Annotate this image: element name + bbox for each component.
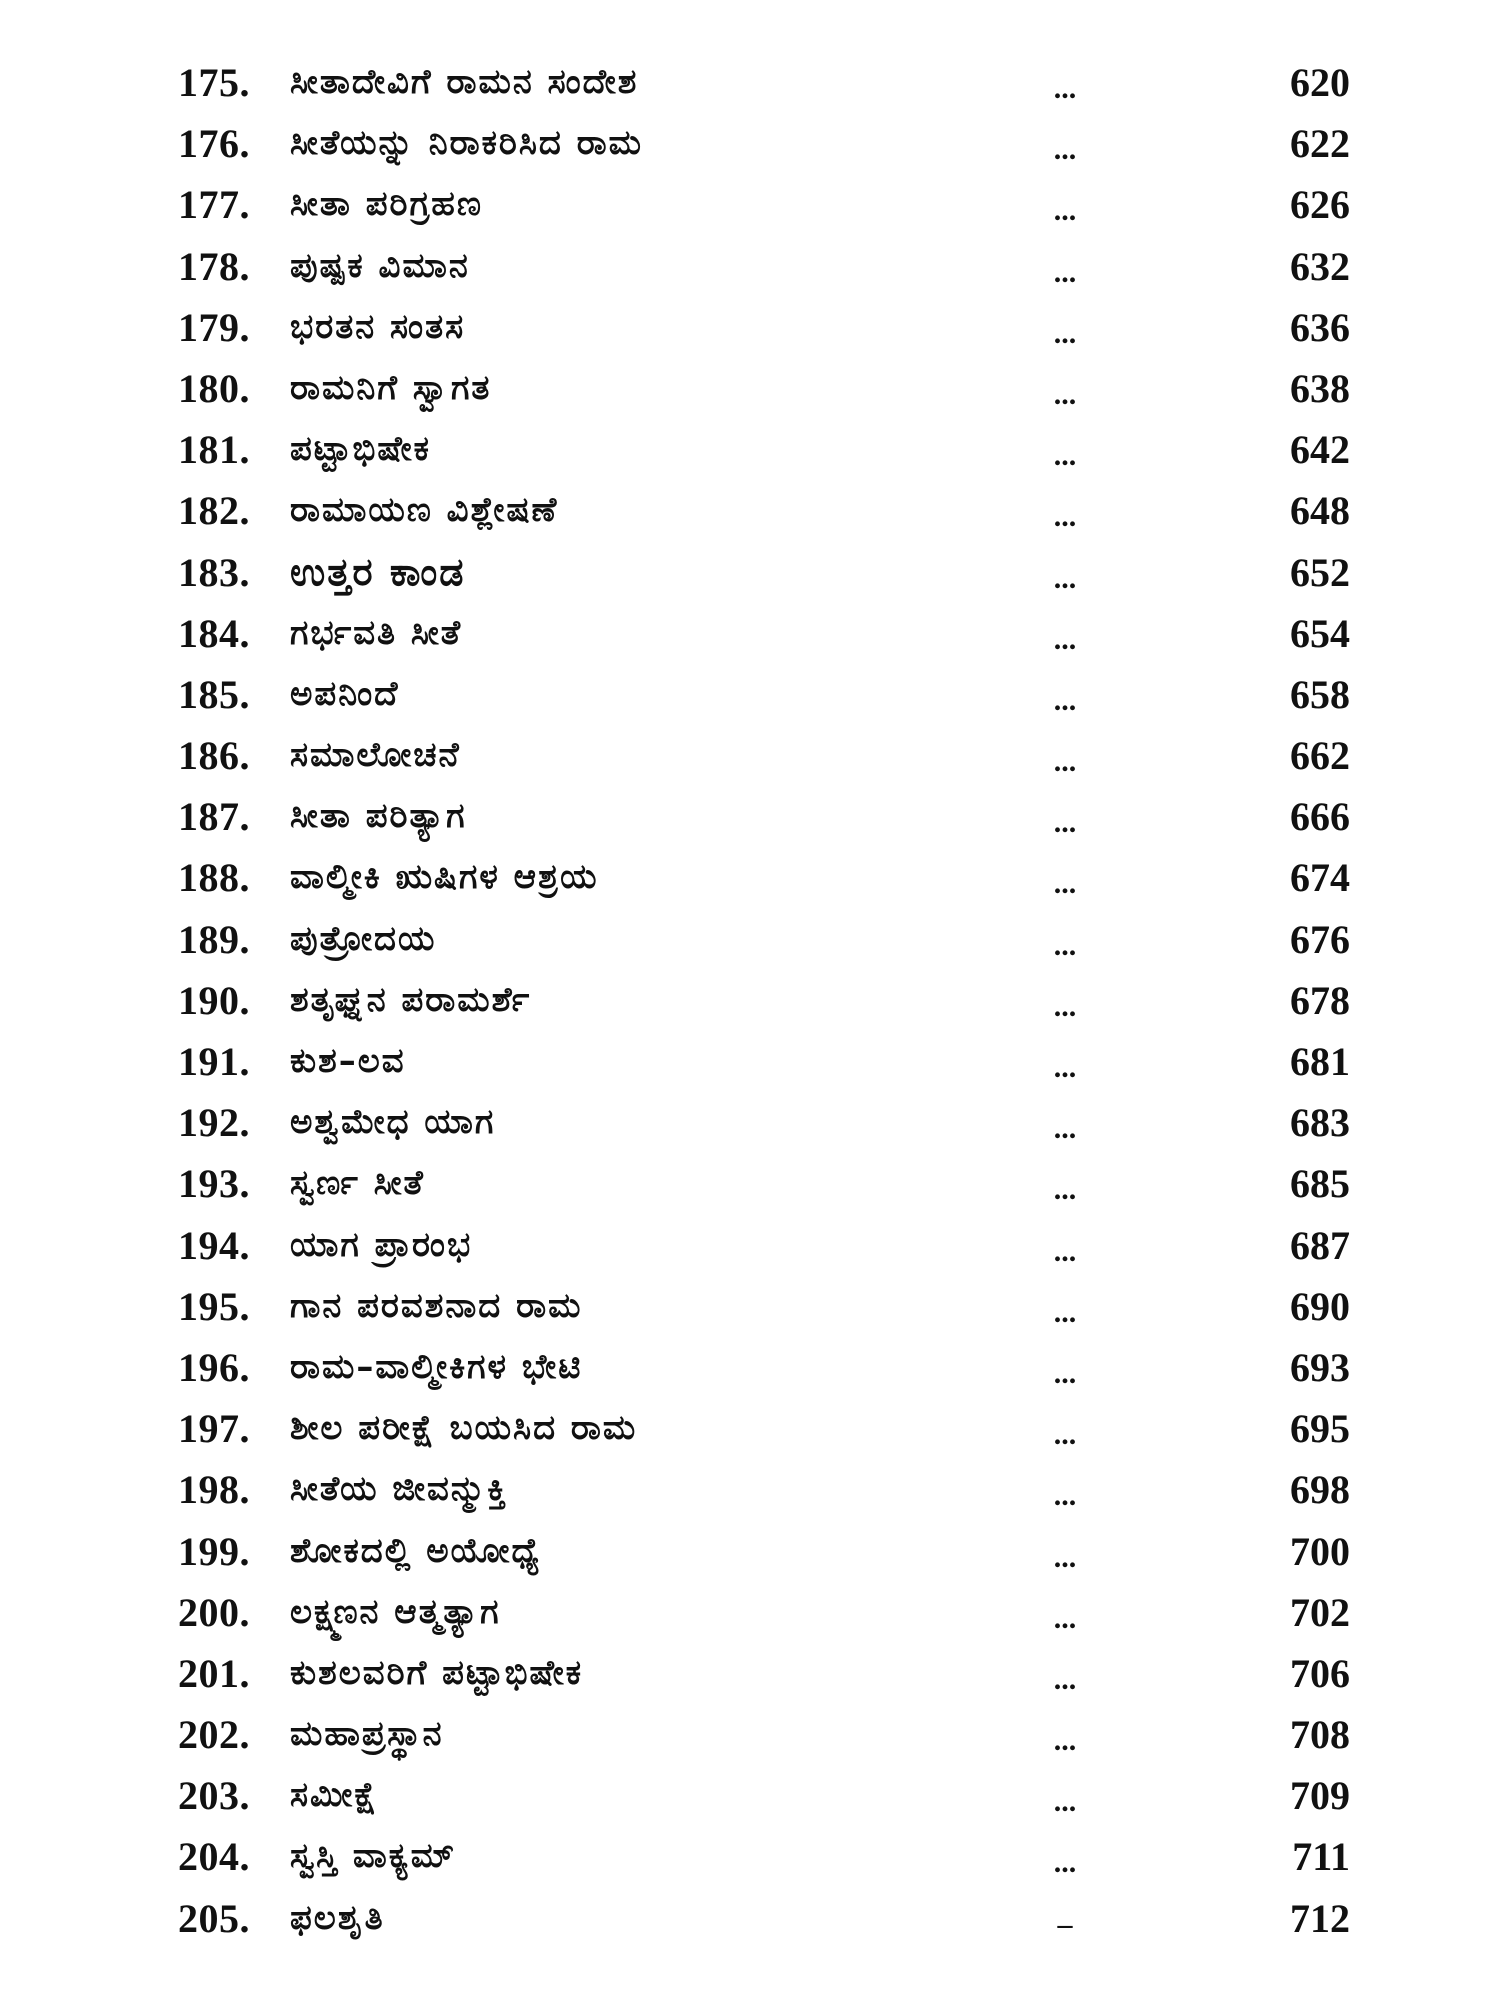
toc-entry-page-number: 626 <box>1290 182 1350 228</box>
toc-entry <box>0 1337 1500 1398</box>
toc-entry-leader: ... <box>1053 1051 1077 1084</box>
toc-entry-leader: ... <box>1053 316 1077 350</box>
toc-entry <box>0 1704 1500 1765</box>
toc-entry <box>0 419 1500 480</box>
toc-entry-number: 196. <box>178 1344 250 1390</box>
toc-entry-number: 185. <box>178 671 250 717</box>
toc-entry-leader: ... <box>1053 1112 1077 1146</box>
toc-entry-number: 188. <box>178 855 250 901</box>
toc-entry <box>0 358 1500 419</box>
toc-entry-leader: ... <box>1053 72 1077 105</box>
toc-entry <box>0 236 1500 297</box>
toc-entry-number: 192. <box>178 1100 250 1146</box>
toc-entry-number: 199. <box>178 1528 250 1574</box>
toc-entry-page-number: 712 <box>1290 1895 1350 1941</box>
toc-entry-leader: ... <box>1053 989 1077 1023</box>
toc-entry-leader: ... <box>1053 1785 1077 1819</box>
toc-entry-leader: – <box>1057 1907 1073 1941</box>
toc-entry <box>0 1398 1500 1459</box>
toc-entry <box>0 1826 1500 1887</box>
toc-entry-number: 176. <box>178 121 250 167</box>
toc-entry-leader: ... <box>1053 622 1077 656</box>
toc-entry-page-number: 676 <box>1290 916 1350 962</box>
toc-entry-title: ಅಶ್ವಮೇಧ ಯಾಗ <box>290 1102 496 1143</box>
toc-entry-page-number: 622 <box>1290 121 1350 167</box>
toc-entry-page-number: 681 <box>1290 1039 1350 1084</box>
toc-entry-number: 186. <box>178 733 250 779</box>
toc-entry-leader: ... <box>1053 1846 1077 1880</box>
toc-entry-number: 187. <box>178 794 250 840</box>
toc-entry <box>0 542 1500 603</box>
toc-entry-page-number: 706 <box>1290 1650 1350 1696</box>
toc-entry <box>0 1459 1500 1520</box>
toc-entry-number: 190. <box>178 977 250 1023</box>
toc-entry-title: ರಾಮನಿಗೆ ಸ್ವಾಗತ <box>290 367 492 408</box>
toc-entry-page-number: 678 <box>1290 977 1350 1023</box>
toc-entry-page-number: 654 <box>1290 610 1350 656</box>
toc-entry-title: ಕುಶಲವರಿಗೆ ಪಟ್ಟಾಭಿಷೇಕ <box>290 1652 584 1693</box>
toc-entry-number: 177. <box>178 182 250 228</box>
toc-entry-title: ಪುತ್ರೋದಯ <box>290 918 437 959</box>
toc-entry-page-number: 642 <box>1290 427 1350 473</box>
toc-entry-title: ಉತ್ತರ ಕಾಂಡ <box>290 549 466 594</box>
toc-entry-number: 191. <box>178 1039 250 1084</box>
toc-entry-title: ಸೀತಾ ಪರಿಗ್ರಹಣ <box>290 184 483 225</box>
toc-entry-number: 179. <box>178 304 250 350</box>
toc-entry-number: 198. <box>178 1467 250 1513</box>
toc-entry-number: 189. <box>178 916 250 962</box>
toc-entry-page-number: 698 <box>1290 1467 1350 1513</box>
toc-entry-leader: ... <box>1053 1724 1077 1758</box>
toc-entry <box>0 847 1500 908</box>
toc-entry-title: ಸೀತಾ ಪರಿತ್ಯಾಗ <box>290 796 467 837</box>
toc-entry-number: 175. <box>178 60 250 105</box>
toc-entry-page-number: 683 <box>1290 1100 1350 1146</box>
toc-entry-title: ಸಮಾಲೋಚನೆ <box>290 735 461 776</box>
toc-entry-leader: ... <box>1053 439 1077 473</box>
toc-entry-title: ಭರತನ ಸಂತಸ <box>290 306 466 347</box>
toc-entry-leader: ... <box>1053 1601 1077 1635</box>
toc-entry-page-number: 687 <box>1290 1222 1350 1268</box>
toc-entry <box>0 1765 1500 1826</box>
toc-entry-leader: ... <box>1053 1234 1077 1268</box>
toc-entry <box>0 786 1500 847</box>
toc-entry <box>0 1582 1500 1643</box>
toc-entry <box>0 1276 1500 1337</box>
toc-entry-title: ಪುಷ್ಪಕ ವಿಮಾನ <box>290 245 470 286</box>
toc-entry-title: ಸೀತೆಯನ್ನು ನಿರಾಕರಿಸಿದ ರಾಮ <box>290 123 644 164</box>
toc-entry-leader: ... <box>1053 377 1077 411</box>
toc-entry-leader: ... <box>1053 745 1077 779</box>
toc-entry-number: 180. <box>178 365 250 411</box>
toc-entry-page-number: 662 <box>1290 733 1350 779</box>
toc-entry-page-number: 709 <box>1290 1773 1350 1819</box>
toc-entry-title: ಶತೃಘ್ನನ ಪರಾಮರ್ಶೆ <box>290 979 532 1020</box>
toc-entry <box>0 1521 1500 1582</box>
toc-entry-leader: ... <box>1053 133 1077 167</box>
toc-entry-page-number: 636 <box>1290 304 1350 350</box>
toc-entry-title: ಸ್ವಸ್ತಿ ವಾಕ್ಯಮ್ <box>290 1836 457 1877</box>
toc-entry-leader: ... <box>1053 255 1077 289</box>
toc-entry-leader: ... <box>1053 1418 1077 1452</box>
toc-entry-leader: ... <box>1053 1540 1077 1574</box>
toc-entry-number: 178. <box>178 243 250 289</box>
toc-entry-title: ಯಾಗ ಪ್ರಾರಂಭ <box>290 1224 473 1265</box>
toc-entry-number: 183. <box>178 549 250 595</box>
toc-entry-title: ಅಪನಿಂದೆ <box>290 673 400 714</box>
toc-entry-title: ಕುಶ–ಲವ <box>290 1041 406 1081</box>
toc-entry-title: ಶೋಕದಲ್ಲಿ ಅಯೋಧ್ಯೆ <box>290 1530 542 1571</box>
toc-entry-title: ಸೀತಾದೇವಿಗೆ ರಾಮನ ಸಂದೇಶ <box>290 62 639 102</box>
toc-entry-title: ಗಾನ ಪರವಶನಾದ ರಾಮ <box>290 1285 583 1326</box>
toc-entry-page-number: 711 <box>1292 1834 1350 1880</box>
toc-entry-page-number: 648 <box>1290 488 1350 534</box>
toc-entry-leader: ... <box>1053 561 1077 595</box>
toc-entry-title: ಮಹಾಪ್ರಸ್ಥಾನ <box>290 1714 444 1755</box>
toc-entry-number: 184. <box>178 610 250 656</box>
toc-entry-page-number: 674 <box>1290 855 1350 901</box>
toc-entry-number: 201. <box>178 1650 250 1696</box>
toc-entry-title: ಸ್ವರ್ಣ ಸೀತೆ <box>290 1163 425 1204</box>
toc-entry-page-number: 690 <box>1290 1283 1350 1329</box>
toc-entry-title: ಗರ್ಭವತಿ ಸೀತೆ <box>290 612 463 653</box>
toc-entry-page-number: 638 <box>1290 365 1350 411</box>
toc-entry-page-number: 702 <box>1290 1589 1350 1635</box>
toc-entry-number: 181. <box>178 427 250 473</box>
toc-entry-page-number: 685 <box>1290 1161 1350 1207</box>
toc-entry <box>0 1092 1500 1153</box>
toc-entry-title: ರಾಮಾಯಣ ವಿಶ್ಲೇಷಣೆ <box>290 490 559 531</box>
toc-entry-number: 205. <box>178 1895 250 1941</box>
toc-entry <box>0 909 1500 970</box>
toc-entry-leader: ... <box>1053 1479 1077 1513</box>
toc-entry-number: 204. <box>178 1834 250 1880</box>
toc-entry-page-number: 695 <box>1290 1406 1350 1452</box>
toc-entry-leader: ... <box>1053 500 1077 534</box>
toc-entry <box>0 725 1500 786</box>
toc-entry-leader: ... <box>1053 867 1077 901</box>
toc-entry-leader: ... <box>1053 194 1077 228</box>
toc-entry-title: ಪಟ್ಟಾಭಿಷೇಕ <box>290 429 431 470</box>
toc-entry-leader: ... <box>1053 928 1077 962</box>
toc-entry <box>0 113 1500 174</box>
toc-entry-page-number: 693 <box>1290 1344 1350 1390</box>
toc-entry-number: 197. <box>178 1406 250 1452</box>
toc-entry-page-number: 700 <box>1290 1528 1350 1574</box>
toc-entry-page-number: 666 <box>1290 794 1350 840</box>
toc-entry-page-number: 708 <box>1290 1712 1350 1758</box>
toc-entry <box>0 480 1500 541</box>
toc-entry-title: ಫಲಶೃತಿ <box>290 1897 385 1938</box>
toc-entry-number: 182. <box>178 488 250 534</box>
table-of-contents <box>0 52 1500 1949</box>
toc-entry-page-number: 632 <box>1290 243 1350 289</box>
toc-entry <box>0 1031 1500 1092</box>
toc-entry-title: ಸಮೀಕ್ಷೆ <box>290 1775 379 1816</box>
toc-entry-title: ಸೀತೆಯ ಜೀವನ್ಮುಕ್ತಿ <box>290 1469 508 1510</box>
toc-entry-leader: ... <box>1053 683 1077 717</box>
toc-entry-title: ರಾಮ–ವಾಲ್ಮೀಕಿಗಳ ಭೇಟಿ <box>290 1346 583 1387</box>
toc-entry-page-number: 652 <box>1290 549 1350 595</box>
toc-entry <box>0 52 1500 113</box>
toc-entry <box>0 603 1500 664</box>
toc-entry-number: 194. <box>178 1222 250 1268</box>
toc-entry-title: ವಾಲ್ಮೀಕಿ ಋಷಿಗಳ ಆಶ್ರಯ <box>290 857 599 898</box>
toc-entry-leader: ... <box>1053 1356 1077 1390</box>
toc-entry <box>0 174 1500 235</box>
toc-entry <box>0 1643 1500 1704</box>
toc-entry-title: ಶೀಲ ಪರೀಕ್ಷೆ ಬಯಸಿದ ರಾಮ <box>290 1408 638 1449</box>
toc-entry-number: 203. <box>178 1773 250 1819</box>
toc-entry <box>0 297 1500 358</box>
toc-entry-leader: ... <box>1053 806 1077 840</box>
toc-entry <box>0 1215 1500 1276</box>
toc-entry-number: 193. <box>178 1161 250 1207</box>
toc-entry-title: ಲಕ್ಷ್ಮಣನ ಆತ್ಮತ್ಯಾಗ <box>290 1591 501 1632</box>
toc-entry-page-number: 658 <box>1290 671 1350 717</box>
toc-entry <box>0 970 1500 1031</box>
toc-entry-number: 200. <box>178 1589 250 1635</box>
toc-entry <box>0 1888 1500 1949</box>
toc-entry <box>0 664 1500 725</box>
toc-entry-leader: ... <box>1053 1295 1077 1329</box>
toc-entry-leader: ... <box>1053 1173 1077 1207</box>
toc-entry-number: 195. <box>178 1283 250 1329</box>
toc-entry-number: 202. <box>178 1712 250 1758</box>
toc-entry-page-number: 620 <box>1290 60 1350 105</box>
toc-entry-leader: ... <box>1053 1662 1077 1696</box>
toc-entry <box>0 1153 1500 1214</box>
